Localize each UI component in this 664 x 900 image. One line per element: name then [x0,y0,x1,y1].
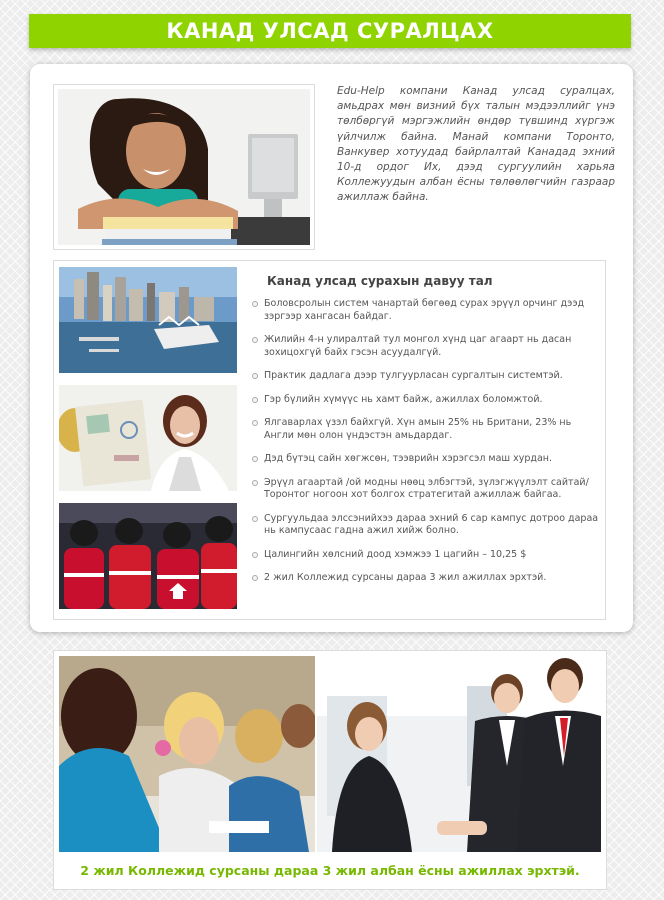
bullet-icon [252,575,258,581]
list-item: Дэд бүтэц сайн хөгжсөн, тээврийн хэрэгсэл маш хурдан. [252,453,604,466]
students-writing-exam-photo [59,656,315,852]
bullet-icon [252,552,258,558]
bullet-icon [252,456,258,462]
list-item: 2 жил Коллежид сурсаны дараа 3 жил ажиллах эрхтэй. [252,572,604,585]
list-item: Боловсролын систем чанартай бөгөөд сурах эрүүл орчинг дээд зэргээр хангасан байдаг. [252,298,604,323]
list-item: Ялгаварлах үзэл байхгүй. Хүн амын 25% нь Британи, 23% нь Англи мөн олон үндэстэн амьдардаг. [252,417,604,442]
business-handshake-photo [317,656,601,852]
list-item: Практик дадлага дээр тулгуурласан сургалтын системтэй. [252,370,604,383]
list-item: Цалингийн хөлсний доод хэмжээ 1 цагийн – 10,25 $ [252,549,604,562]
intro-paragraph: Edu-Help компани Канад улсад суралцах, амьдрах мөн визний бүх талын мэдээллийг үнэ төлбөргүй мэргэжлийн өндөр түвшинд хүргэж үйлчилж байна. Манай компани Торонто, Ванкувер хотуудад байрлалтай Канадад эхний 10-д ордог Их, дээд сургуулийн харьяа Коллежуудын албан ёсны төлөөлөгчийн газраар ажиллаж байна. [337,85,615,204]
bullet-icon [252,420,258,426]
bullet-icon [252,337,258,343]
advantages-list [252,298,604,596]
bullet-icon [252,480,258,486]
passport-and-woman-photo [59,385,237,491]
bottom-caption: 2 жил Коллежид сурсаны дараа 3 жил албан ёсны ажиллах эрхтэй. [80,863,580,878]
list-item: Гэр бүлийн хүмүүс нь хамт байж, ажиллах боломжтой. [252,394,604,407]
list-item: Жилийн 4-н улиралтай тул монгол хүнд цаг агаарт нь дасан зохицохгүй байх гэсэн асуудалгүй. [252,334,604,359]
content-card [30,64,633,632]
list-item: Эрүүл агаартай /ой модны нөөц элбэгтэй, зүлэгжүүлэлт сайтай/ Торонтог ногоон хот болгох стратегитай ажиллаж байгаа. [252,477,604,502]
bullet-icon [252,397,258,403]
page-title: КАНАД УЛСАД СУРАЛЦАХ [166,19,494,43]
bullet-icon [252,373,258,379]
bullet-icon [252,301,258,307]
intro-photo-frame [53,84,315,250]
advantages-title: Канад улсад сурахын давуу тал [267,274,493,288]
bullet-icon [252,516,258,522]
bottom-photo-frame [53,650,607,890]
canada-hockey-team-photo [59,503,237,609]
list-item: Сургуульдаа элссэнийхээ дараа эхний 6 сар кампус дотроо дараа нь кампусаас гадна ажил хийж болно. [252,513,604,538]
title-banner [29,14,631,48]
vancouver-harbour-photo [59,267,237,373]
smiling-student-with-books-photo [58,89,310,245]
